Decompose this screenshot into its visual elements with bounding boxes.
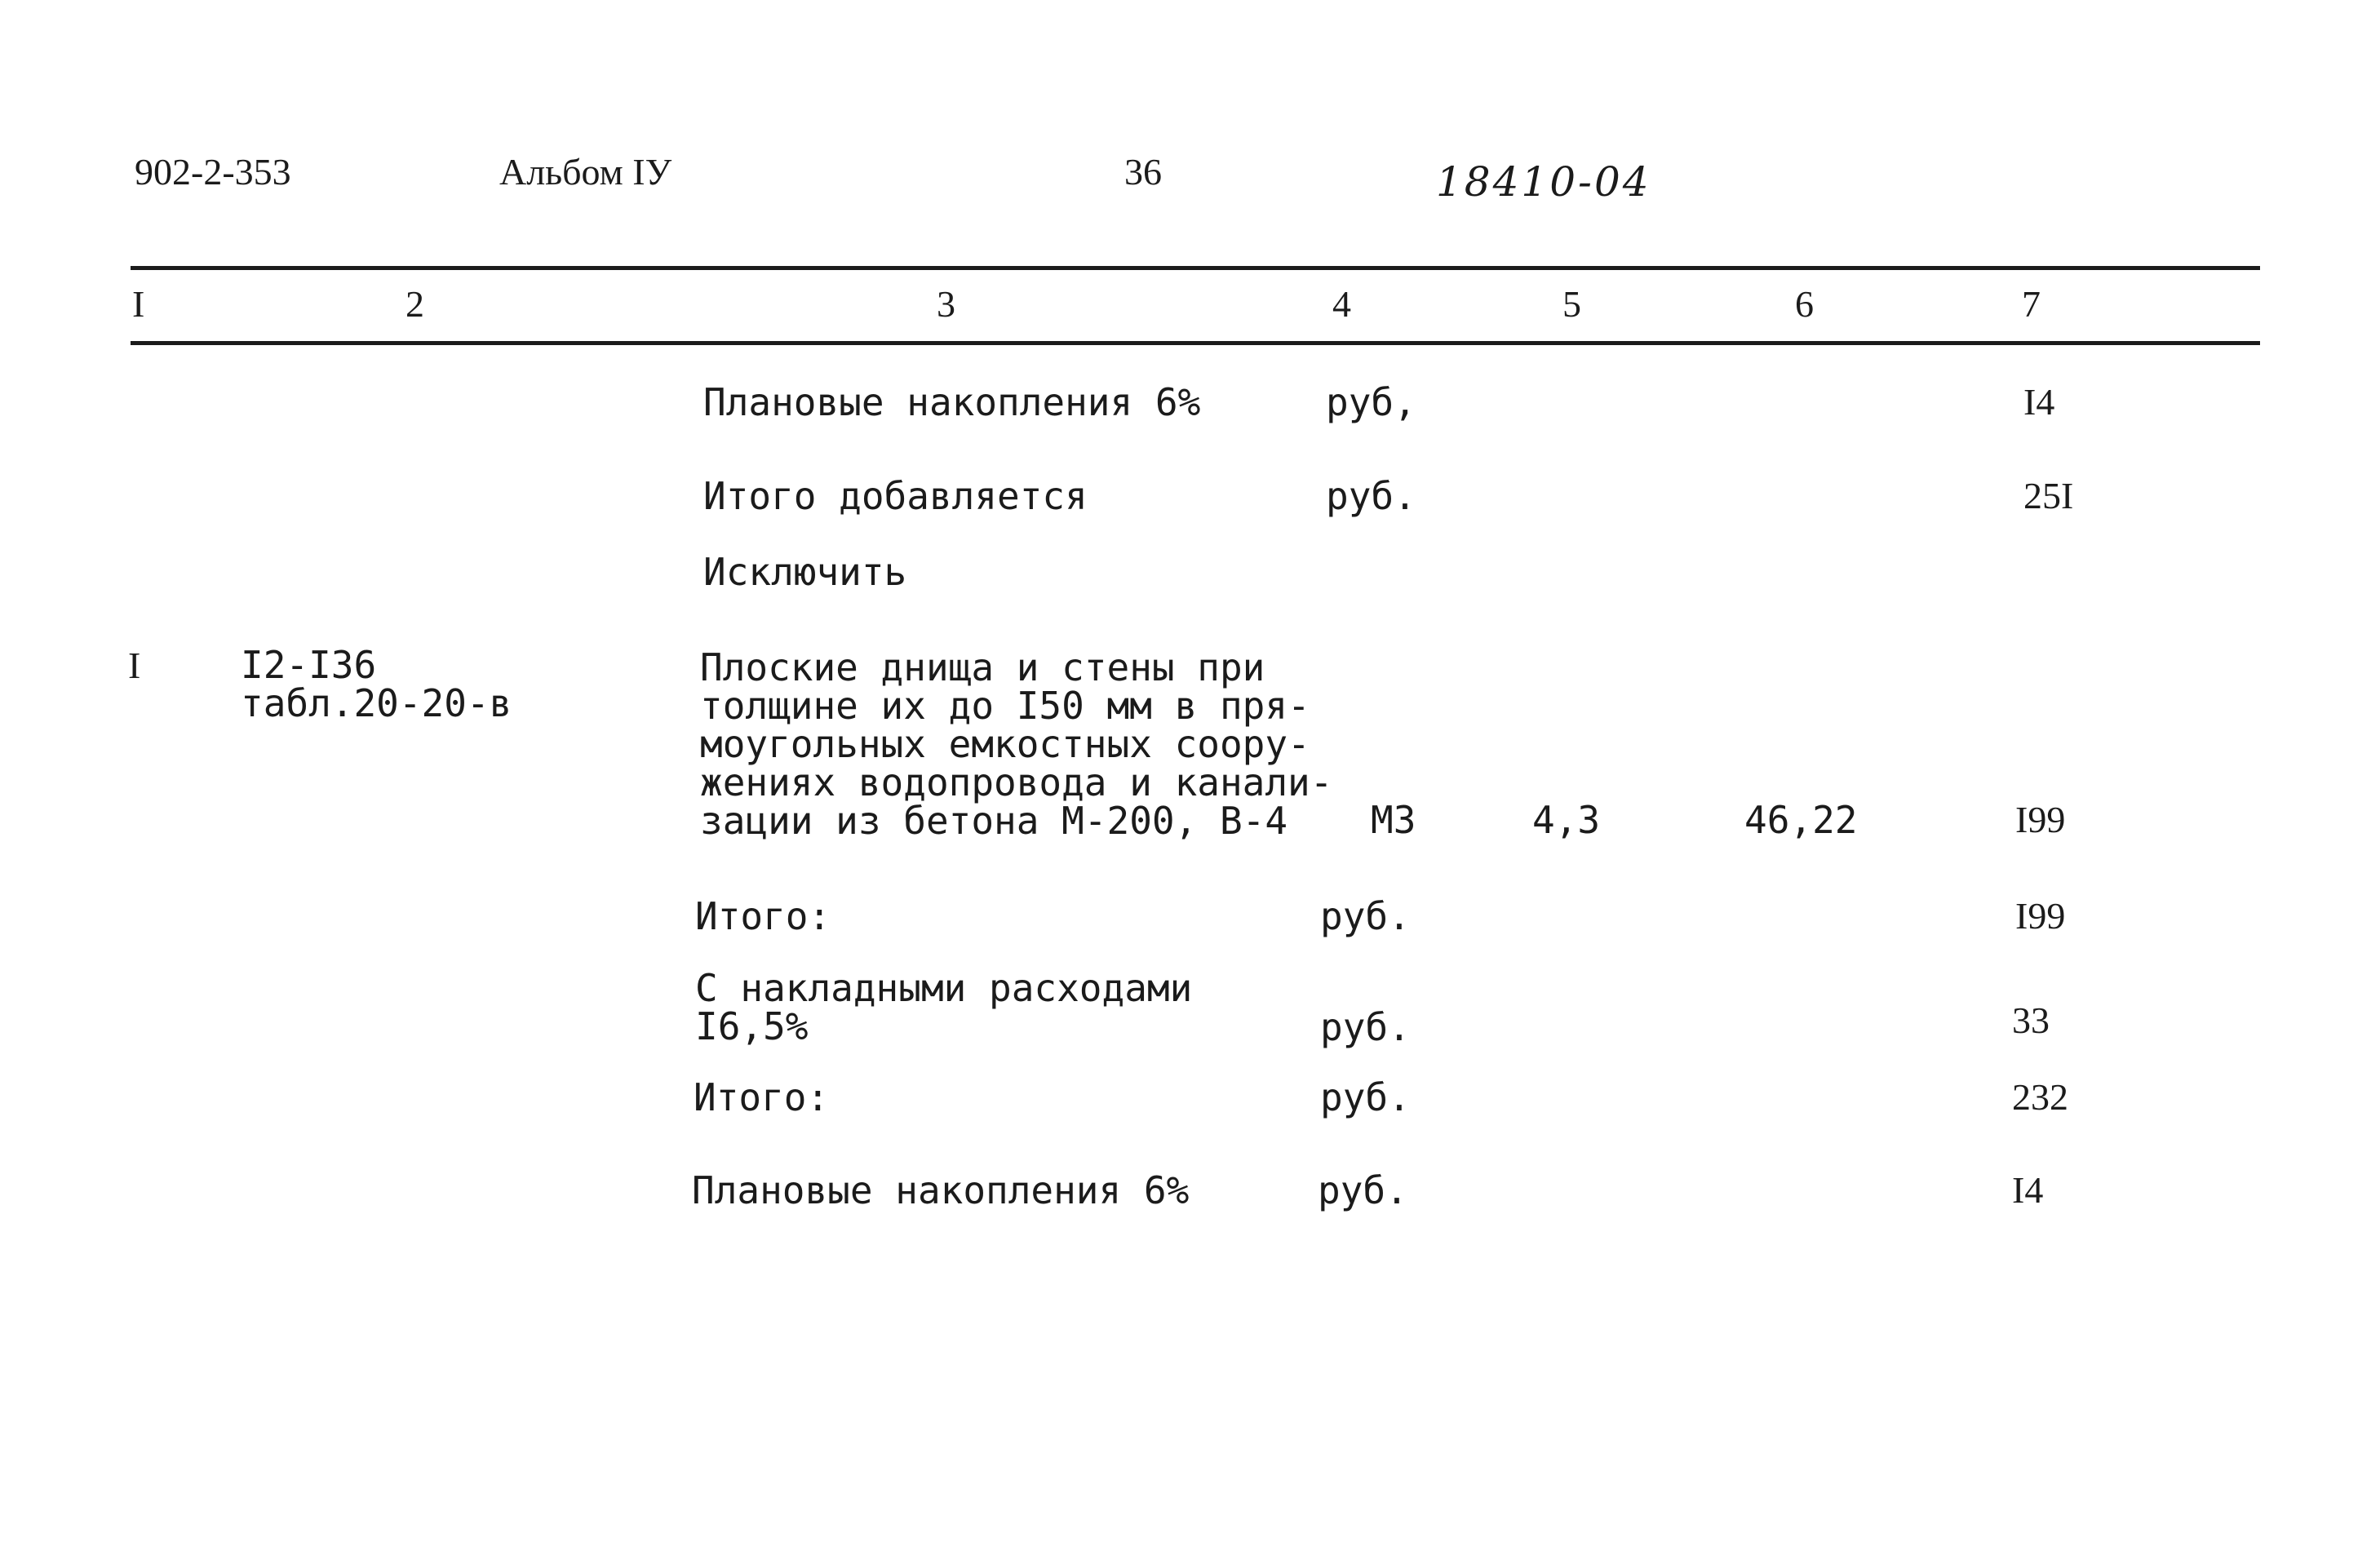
row-total: 25I bbox=[2023, 475, 2074, 516]
row-unit: руб. bbox=[1326, 474, 1416, 518]
row-unit: руб. bbox=[1320, 1005, 1411, 1049]
header-bottom-rule bbox=[131, 341, 2260, 345]
row-description: Плановые накопления 6% bbox=[692, 1168, 1190, 1212]
description-line: I6,5% bbox=[695, 1004, 809, 1048]
description-line: толщине их до I50 мм в пря- bbox=[700, 684, 1310, 728]
row-total: I4 bbox=[2023, 381, 2055, 423]
row-number: I bbox=[128, 645, 141, 686]
row-total: I99 bbox=[2015, 799, 2066, 840]
row-total: I99 bbox=[2015, 895, 2066, 937]
column-header-3: 3 bbox=[937, 283, 955, 325]
doc-code: 902-2-353 bbox=[135, 151, 291, 193]
reference-line: табл.20-20-в bbox=[241, 681, 512, 725]
reference-line: I2-I36 bbox=[241, 643, 377, 687]
description-line: зации из бетона М-200, В-4 bbox=[700, 799, 1288, 843]
row-unit: М3 bbox=[1371, 798, 1416, 842]
row-unit: руб. bbox=[1320, 894, 1411, 938]
column-header-2: 2 bbox=[406, 283, 424, 325]
row-description: Итого: bbox=[695, 894, 831, 938]
column-header-4: 4 bbox=[1332, 283, 1351, 325]
row-description: Итого: bbox=[694, 1075, 830, 1119]
section-label-exclude: Исключить bbox=[703, 550, 907, 594]
column-header-7: 7 bbox=[2022, 283, 2041, 325]
row-description-block bbox=[700, 645, 1333, 843]
row-total: 33 bbox=[2012, 999, 2050, 1041]
row-unit: руб. bbox=[1320, 1075, 1411, 1119]
row-description-block bbox=[695, 966, 1193, 1048]
handwritten-number: 18410-04 bbox=[1436, 158, 1651, 206]
row-quantity: 4,3 bbox=[1532, 798, 1601, 842]
description-line: жениях водопровода и канали- bbox=[700, 760, 1333, 804]
row-description: Плановые накопления 6% bbox=[703, 380, 1201, 424]
row-reference bbox=[241, 643, 512, 725]
description-line: С накладными расходами bbox=[695, 966, 1193, 1010]
top-rule bbox=[131, 266, 2260, 270]
row-unit: руб. bbox=[1318, 1168, 1408, 1212]
row-total: I4 bbox=[2012, 1169, 2044, 1211]
album-label: Альбом IУ bbox=[499, 151, 672, 193]
column-header-5: 5 bbox=[1562, 283, 1581, 325]
column-header-6: 6 bbox=[1795, 283, 1814, 325]
page-number: 36 bbox=[1124, 151, 1162, 193]
row-price: 46,22 bbox=[1744, 798, 1858, 842]
description-line: Плоские днища и стены при bbox=[700, 645, 1265, 689]
row-unit: руб, bbox=[1326, 380, 1416, 424]
description-line: моугольных емкостных соору- bbox=[700, 722, 1310, 766]
column-header-1: I bbox=[132, 283, 145, 325]
row-description: Итого добавляется bbox=[703, 474, 1088, 518]
row-total: 232 bbox=[2012, 1076, 2068, 1118]
